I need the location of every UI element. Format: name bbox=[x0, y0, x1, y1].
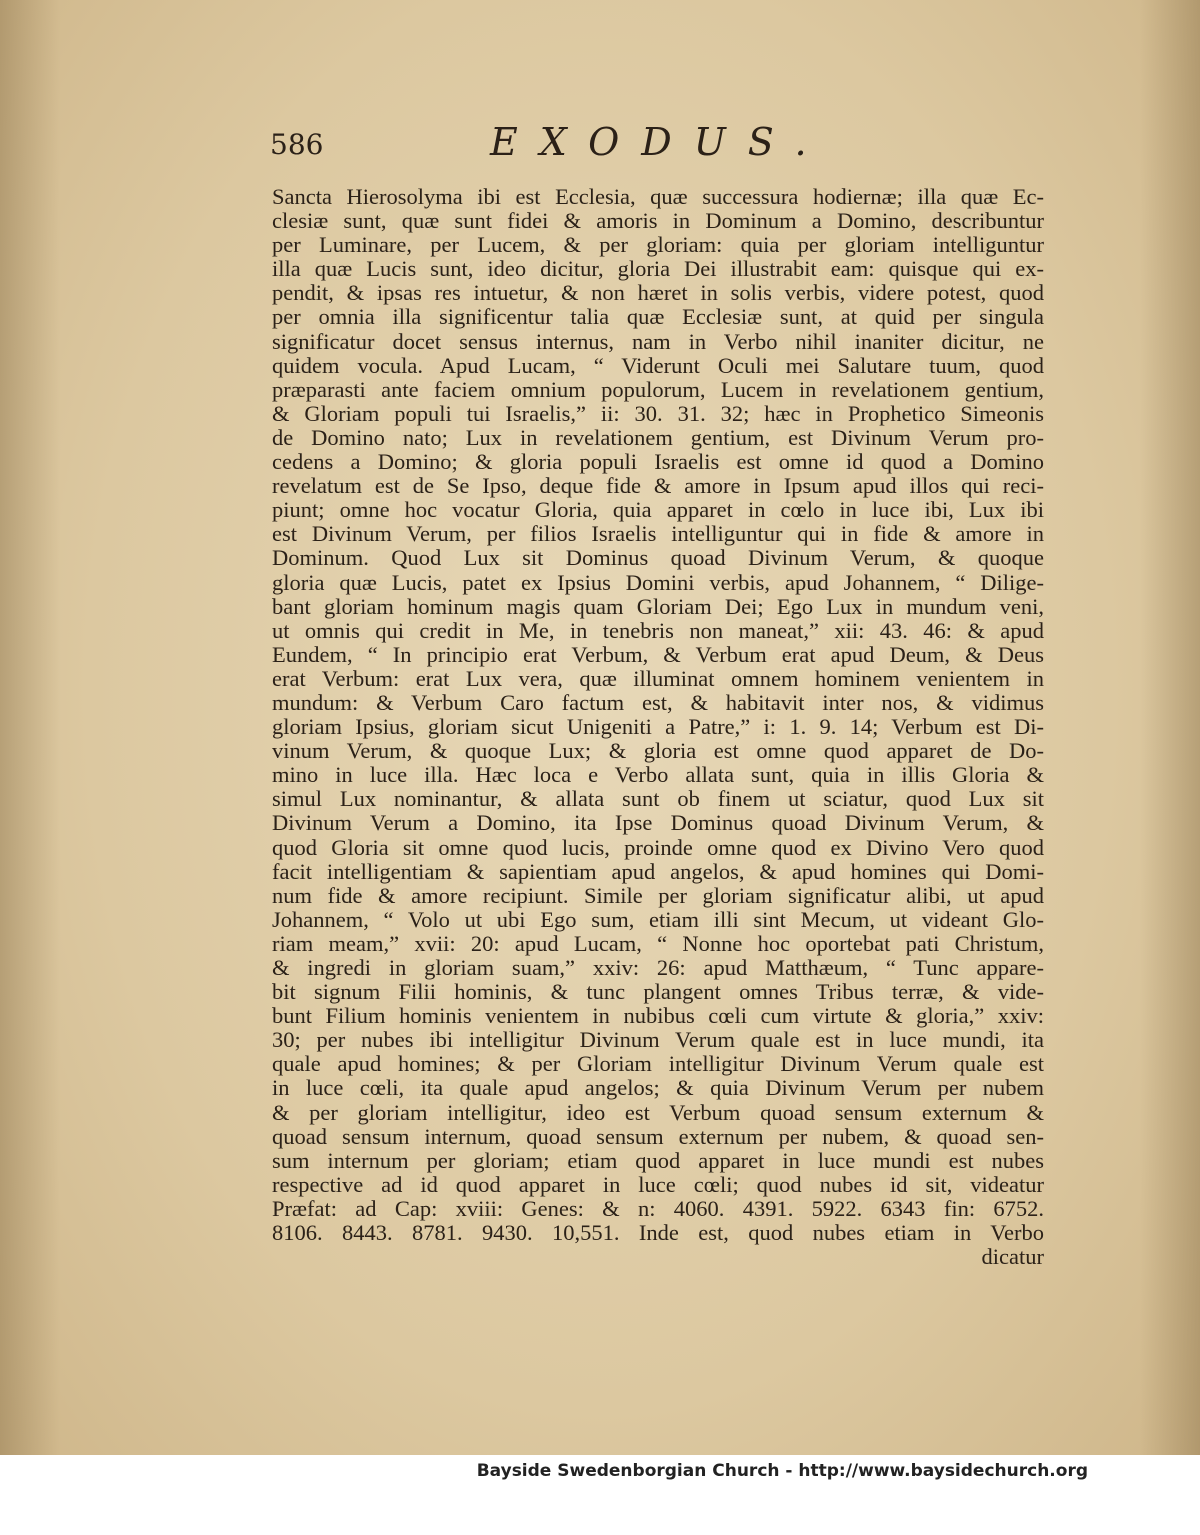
text-line: Sancta Hierosolyma ibi est Ecclesia, quæ successura hodiernæ; illa quæ Ec- bbox=[272, 185, 1044, 209]
text-line: quidem vocula. Apud Lucam, “ Viderunt Oculi mei Salutare tuum, quod bbox=[272, 353, 1044, 378]
text-line: num fide & amore recipiunt. Simile per gloriam significatur alibi, ut apud bbox=[272, 883, 1044, 908]
text-line: revelatum est de Se Ipso, deque fide & amore in Ipsum apud illos qui reci- bbox=[272, 474, 1044, 499]
page-edge-shadow-left bbox=[0, 0, 60, 1535]
text-line: 8106. 8443. 8781. 9430. 10,551. Inde est, quod nubes etiam in Verbo bbox=[272, 1221, 1044, 1246]
text-line: est Divinum Verum, per filios Israelis intelliguntur qui in fide & amore in bbox=[272, 522, 1044, 547]
text-line: quoad sensum internum, quoad sensum externum per nubem, & quoad sen- bbox=[272, 1124, 1044, 1149]
text-line: de Domino nato; Lux in revelationem gentium, est Divinum Verum pro- bbox=[272, 425, 1044, 450]
text-line: gloria quæ Lucis, patet ex Ipsius Domini verbis, apud Johannem, “ Dilige- bbox=[272, 570, 1044, 595]
text-line: facit intelligentiam & sapientiam apud angelos, & apud homines qui Domi- bbox=[272, 859, 1044, 884]
text-line: riam meam,” xvii: 20: apud Lucam, “ Nonne hoc oportebat pati Christum, bbox=[272, 931, 1044, 956]
text-line: vinum Verum, & quoque Lux; & gloria est omne quod apparet de Do- bbox=[272, 739, 1044, 764]
text-line: bit signum Filii hominis, & tunc plangent omnes Tribus terræ, & vide- bbox=[272, 980, 1044, 1005]
text-line: respective ad id quod apparet in luce cœli; quod nubes id sit, videatur bbox=[272, 1172, 1044, 1197]
text-line: Eundem, “ In principio erat Verbum, & Verbum erat apud Deum, & Deus bbox=[272, 642, 1044, 667]
text-line: mino in luce illa. Hæc loca e Verbo allata sunt, quia in illis Gloria & bbox=[272, 763, 1044, 788]
text-line: illa quæ Lucis sunt, ideo dicitur, gloria Dei illustrabit eam: quisque qui ex- bbox=[272, 257, 1044, 282]
text-line: gloriam Ipsius, gloriam sicut Unigeniti a Patre,” i: 1. 9. 14; Verbum est Di- bbox=[272, 715, 1044, 740]
text-line: erat Verbum: erat Lux vera, quæ illuminat omnem hominem venientem in bbox=[272, 666, 1044, 691]
text-line: cedens a Domino; & gloria populi Israelis est omne id quod a Domino bbox=[272, 450, 1044, 475]
text-line: dicatur bbox=[981, 1245, 1044, 1270]
text-line: Johannem, “ Volo ut ubi Ego sum, etiam illi sint Mecum, ut videant Glo- bbox=[272, 907, 1044, 932]
text-line: sum internum per gloriam; etiam quod apparet in luce mundi est nubes bbox=[272, 1148, 1044, 1173]
text-line: & Gloriam populi tui Israelis,” ii: 30. 31. 32; hæc in Prophetico Simeonis bbox=[272, 401, 1044, 426]
text-line: & ingredi in gloriam suam,” xxiv: 26: apud Matthæum, “ Tunc appare- bbox=[272, 956, 1044, 980]
page-header bbox=[270, 118, 1045, 168]
footer-bar bbox=[0, 1455, 1200, 1535]
text-line: Præfat: ad Cap: xviii: Genes: & n: 4060. 4391. 5922. 6343 fin: 6752. bbox=[272, 1196, 1044, 1221]
text-line: bant gloriam hominum magis quam Gloriam Dei; Ego Lux in mundum veni, bbox=[272, 594, 1044, 619]
text-line: pendit, & ipsas res intuetur, & non hæret in solis verbis, videre potest, quod bbox=[272, 281, 1044, 306]
text-line: mundum: & Verbum Caro factum est, & habitavit inter nos, & vidimus bbox=[272, 690, 1044, 715]
text-line: 30; per nubes ibi intelligitur Divinum Verum quale est in luce mundi, ita bbox=[272, 1028, 1044, 1053]
text-line: significatur docet sensus internus, nam in Verbo nihil inaniter dicitur, ne bbox=[272, 329, 1044, 354]
text-line: bunt Filium hominis venientem in nubibus cœli cum virtute & gloria,” xxiv: bbox=[272, 1004, 1044, 1029]
page-number: 586 bbox=[270, 128, 324, 161]
text-line: ut omnis qui credit in Me, in tenebris non maneat,” xii: 43. 46: & apud bbox=[272, 618, 1044, 643]
body-text bbox=[272, 185, 1044, 1269]
page-edge-shadow-right bbox=[1140, 0, 1200, 1535]
running-title: EXODUS. bbox=[490, 120, 829, 164]
text-line: clesiæ sunt, quæ sunt fidei & amoris in Dominum a Domino, describuntur bbox=[272, 209, 1044, 234]
text-line: per omnia illa significentur talia quæ Ecclesiæ sunt, at quid per singula bbox=[272, 305, 1044, 330]
text-line: simul Lux nominantur, & allata sunt ob finem ut sciatur, quod Lux sit bbox=[272, 787, 1044, 812]
text-line: piunt; omne hoc vocatur Gloria, quia apparet in cœlo in luce ibi, Lux ibi bbox=[272, 498, 1044, 523]
text-line: quale apud homines; & per Gloriam intelligitur Divinum Verum quale est bbox=[272, 1052, 1044, 1077]
footer-credit: Bayside Swedenborgian Church - http://www.baysidechurch.org bbox=[476, 1461, 1088, 1481]
text-line: in luce cœli, ita quale apud angelos; & quia Divinum Verum per nubem bbox=[272, 1076, 1044, 1101]
text-line: Dominum. Quod Lux sit Dominus quoad Divinum Verum, & quoque bbox=[272, 546, 1044, 571]
text-line: quod Gloria sit omne quod lucis, proinde omne quod ex Divino Vero quod bbox=[272, 835, 1044, 860]
text-line: & per gloriam intelligitur, ideo est Verbum quoad sensum externum & bbox=[272, 1100, 1044, 1125]
text-line: Divinum Verum a Domino, ita Ipse Dominus quoad Divinum Verum, & bbox=[272, 811, 1044, 836]
text-line: per Luminare, per Lucem, & per gloriam: quia per gloriam intelliguntur bbox=[272, 233, 1044, 258]
text-line: præparasti ante faciem omnium populorum, Lucem in revelationem gentium, bbox=[272, 377, 1044, 402]
